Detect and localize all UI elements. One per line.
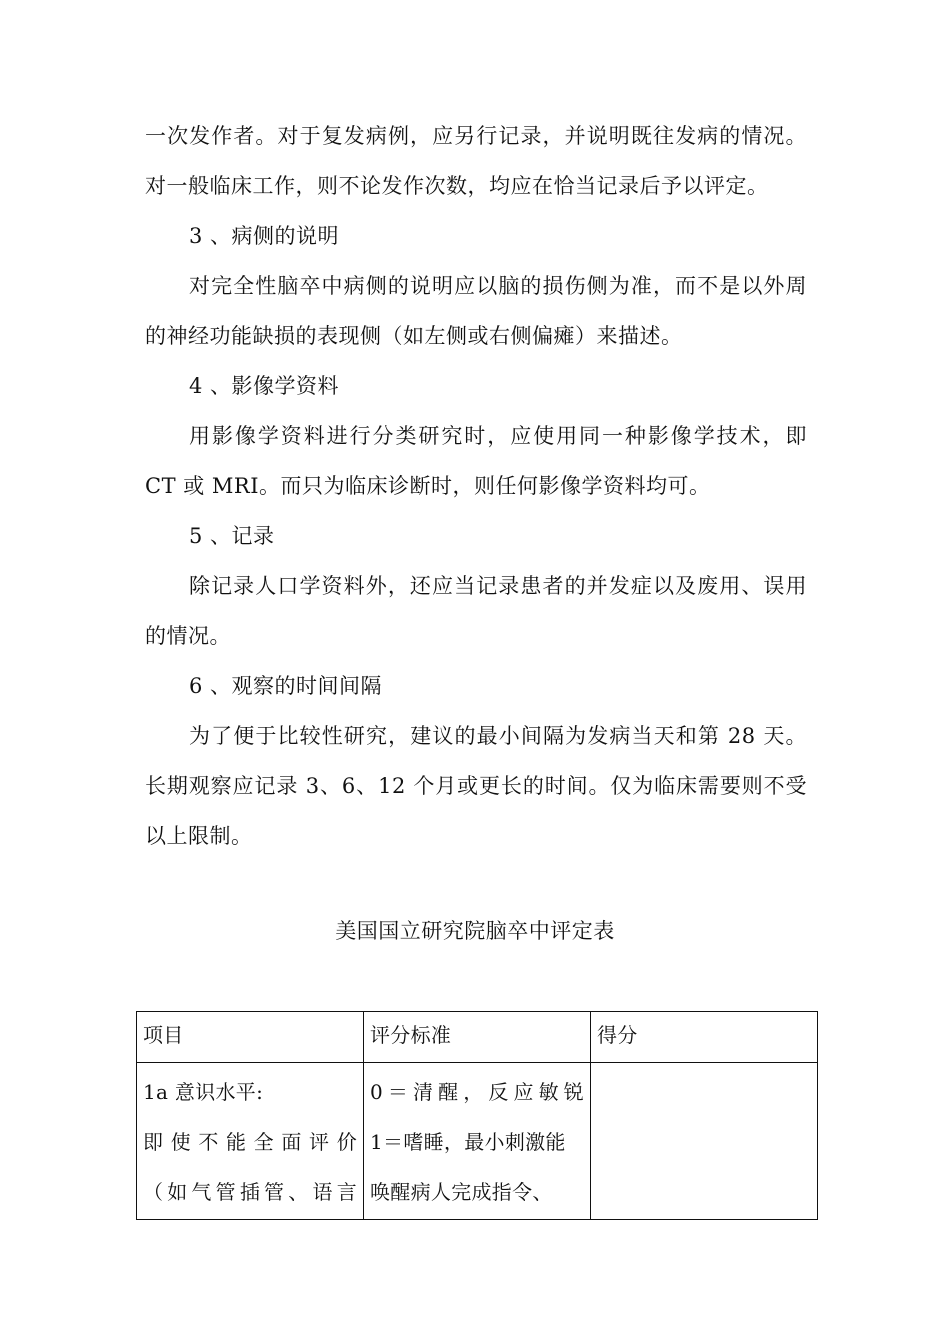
criteria-line: 1＝嗜睡，最小刺激能 <box>370 1130 566 1154</box>
table-header-row <box>137 1012 818 1063</box>
paragraph-line: 的情况。 <box>145 624 231 648</box>
header-score: 得分 <box>591 1012 818 1063</box>
paragraph-line: 的神经功能缺损的表现侧（如左侧或右侧偏瘫）来描述。 <box>145 324 683 348</box>
table-title: 美国国立研究院脑卒中评定表 <box>335 919 615 943</box>
paragraph-line: 除记录人口学资料外，还应当记录患者的并发症以及废用、误用 <box>189 574 807 598</box>
table-row <box>137 1063 818 1220</box>
section-heading-4: 4 、影像学资料 <box>189 374 340 398</box>
section-heading-5: 5 、记录 <box>189 524 275 548</box>
section-heading-3: 3 、病侧的说明 <box>189 224 340 248</box>
paragraph-line: 用影像学资料进行分类研究时，应使用同一种影像学技术，即 <box>189 424 807 448</box>
score-cell <box>591 1063 818 1220</box>
paragraph-line: 对一般临床工作，则不论发作次数，均应在恰当记录后予以评定。 <box>145 174 769 198</box>
item-line: 即使不能全面评价 <box>143 1130 357 1154</box>
section-heading-6: 6 、观察的时间间隔 <box>189 674 383 698</box>
header-item: 项目 <box>137 1012 364 1063</box>
paragraph-line: 对完全性脑卒中病侧的说明应以脑的损伤侧为准，而不是以外周 <box>189 274 807 298</box>
item-line: （如气管插管、语言 <box>143 1180 357 1204</box>
paragraph-line: CT 或 MRI。而只为临床诊断时，则任何影像学资料均可。 <box>145 474 711 498</box>
item-cell <box>137 1063 364 1220</box>
paragraph-line: 一次发作者。对于复发病例，应另行记录，并说明既往发病的情况。 <box>145 124 807 148</box>
criteria-line: 0＝清醒，反应敏锐 <box>370 1080 584 1104</box>
paragraph-line: 长期观察应记录 3、6、12 个月或更长的时间。仅为临床需要则不受 <box>145 774 807 798</box>
nihss-table <box>136 1011 818 1220</box>
item-line: 1a 意识水平: <box>143 1080 264 1104</box>
criteria-cell <box>364 1063 591 1220</box>
header-criteria: 评分标准 <box>364 1012 591 1063</box>
paragraph-line: 为了便于比较性研究，建议的最小间隔为发病当天和第 28 天。 <box>189 724 807 748</box>
criteria-line: 唤醒病人完成指令、 <box>370 1180 553 1204</box>
paragraph-line: 以上限制。 <box>145 824 253 848</box>
